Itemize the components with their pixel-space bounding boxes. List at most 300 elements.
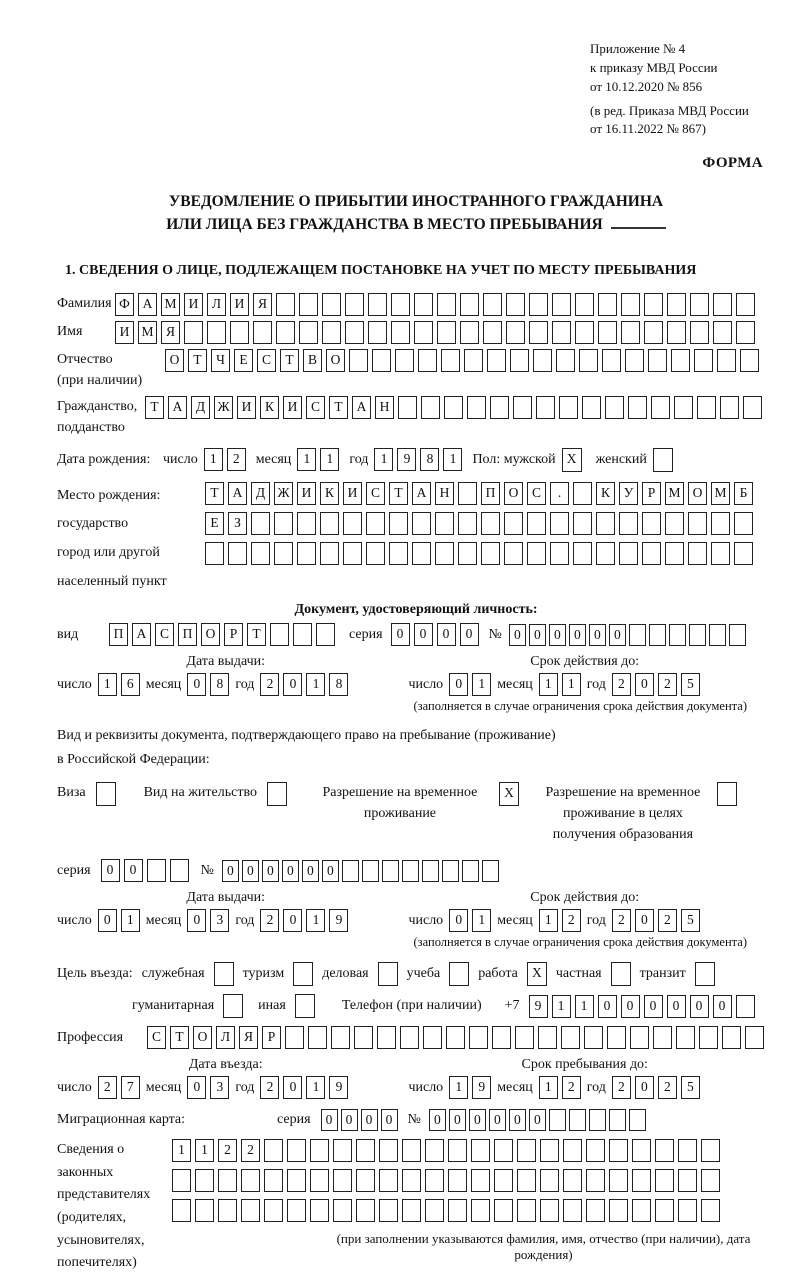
representatives-field-row2-cell-4[interactable] [241, 1169, 260, 1192]
representatives-field-row3-cell-15[interactable] [494, 1199, 513, 1222]
representatives-field-row1[interactable] [172, 1139, 775, 1162]
sex-female-checkbox[interactable] [653, 448, 673, 472]
patronymic-field[interactable] [165, 349, 759, 372]
doc-issue-year-field-cell-1[interactable]: 2 [260, 673, 279, 696]
representatives-field-row3-cell-21[interactable] [632, 1199, 651, 1222]
name-field-cell-4[interactable] [184, 321, 203, 344]
opt-other-checkbox-cell-1[interactable] [295, 994, 315, 1018]
birthplace-field-row3-cell-6[interactable] [320, 542, 339, 565]
birth-month-field-cell-1[interactable]: 1 [297, 448, 316, 471]
patronymic-field-cell-2[interactable]: Т [188, 349, 207, 372]
res-number-field-cell-3[interactable]: 0 [262, 860, 279, 882]
birthplace-field-row1-cell-2[interactable]: А [228, 482, 247, 505]
opt-official-checkbox[interactable] [214, 962, 234, 986]
res-issue-day-field[interactable] [98, 909, 140, 932]
opt-work-checkbox[interactable] [527, 962, 547, 986]
doc-valid-day-field-cell-1[interactable]: 0 [449, 673, 468, 696]
res-valid-day-field[interactable] [449, 909, 491, 932]
name-field[interactable] [115, 321, 755, 344]
birthplace-field-row1-cell-16[interactable]: . [550, 482, 569, 505]
representatives-field-row1-cell-22[interactable] [655, 1139, 674, 1162]
birthplace-field-row2-cell-23[interactable] [711, 512, 730, 535]
birthplace-field-row2-cell-24[interactable] [734, 512, 753, 535]
representatives-field-row1-cell-12[interactable] [425, 1139, 444, 1162]
representatives-field-row1-cell-20[interactable] [609, 1139, 628, 1162]
stay-day-field[interactable] [449, 1076, 491, 1099]
representatives-field-row2-cell-7[interactable] [310, 1169, 329, 1192]
doc-number-field-cell-9[interactable] [669, 624, 686, 646]
doc-series-field-cell-3[interactable]: 0 [437, 623, 456, 646]
patronymic-field-cell-9[interactable] [349, 349, 368, 372]
res-issue-year-field-cell-3[interactable]: 1 [306, 909, 325, 932]
profession-field-cell-23[interactable] [653, 1026, 672, 1049]
migcard-number-field-cell-11[interactable] [629, 1109, 646, 1131]
surname-field-cell-18[interactable] [506, 293, 525, 316]
stay-day-field-cell-2[interactable]: 9 [472, 1076, 491, 1099]
representatives-field-row3-cell-3[interactable] [218, 1199, 237, 1222]
doc-valid-month-field-cell-2[interactable]: 1 [562, 673, 581, 696]
entry-year-field-cell-2[interactable]: 0 [283, 1076, 302, 1099]
representatives-field-row2-cell-13[interactable] [448, 1169, 467, 1192]
opt-humanitarian-checkbox[interactable] [223, 994, 243, 1018]
birth-year-field-cell-4[interactable]: 1 [443, 448, 462, 471]
migcard-number-field[interactable] [429, 1109, 646, 1131]
profession-field-cell-11[interactable] [377, 1026, 396, 1049]
birthplace-field-row2-cell-18[interactable] [596, 512, 615, 535]
doc-series-field-cell-2[interactable]: 0 [414, 623, 433, 646]
temp-residence-checkbox[interactable] [499, 782, 519, 806]
representatives-field-row1-cell-16[interactable] [517, 1139, 536, 1162]
birthplace-field-row1-cell-7[interactable]: И [343, 482, 362, 505]
doc-number-field-cell-12[interactable] [729, 624, 746, 646]
citizenship-field-cell-14[interactable] [444, 396, 463, 419]
doc-issue-month-field-cell-2[interactable]: 8 [210, 673, 229, 696]
birthplace-field-row2-cell-13[interactable] [481, 512, 500, 535]
stay-month-field[interactable] [539, 1076, 581, 1099]
representatives-field-row2-cell-8[interactable] [333, 1169, 352, 1192]
citizenship-field-cell-12[interactable] [398, 396, 417, 419]
representatives-field-row1-cell-8[interactable] [333, 1139, 352, 1162]
sex-male-checkbox-cell-1[interactable]: X [562, 448, 582, 472]
doc-valid-year-field-cell-1[interactable]: 2 [612, 673, 631, 696]
citizenship-field-cell-9[interactable]: Т [329, 396, 348, 419]
doc-valid-year-field-cell-3[interactable]: 2 [658, 673, 677, 696]
representatives-field-row2-cell-10[interactable] [379, 1169, 398, 1192]
res-number-field[interactable] [222, 860, 499, 882]
birth-day-field[interactable] [204, 448, 246, 471]
representatives-field-row1-cell-4[interactable]: 2 [241, 1139, 260, 1162]
birthplace-field-row2-cell-12[interactable] [458, 512, 477, 535]
representatives-field-row3-cell-13[interactable] [448, 1199, 467, 1222]
patronymic-field-cell-12[interactable] [418, 349, 437, 372]
representatives-field-row2-cell-17[interactable] [540, 1169, 559, 1192]
representatives-field-row2-cell-11[interactable] [402, 1169, 421, 1192]
surname-field-cell-27[interactable] [713, 293, 732, 316]
entry-day-field-cell-1[interactable]: 2 [98, 1076, 117, 1099]
birthplace-field-row1-cell-21[interactable]: М [665, 482, 684, 505]
representatives-field-row3-cell-24[interactable] [701, 1199, 720, 1222]
patronymic-field-cell-17[interactable] [533, 349, 552, 372]
profession-field-cell-18[interactable] [538, 1026, 557, 1049]
representatives-field-row3-cell-1[interactable] [172, 1199, 191, 1222]
doc-number-field-cell-8[interactable] [649, 624, 666, 646]
citizenship-field-cell-16[interactable] [490, 396, 509, 419]
migcard-number-field-cell-10[interactable] [609, 1109, 626, 1131]
representatives-field-row2-cell-22[interactable] [655, 1169, 674, 1192]
res-number-field-cell-4[interactable]: 0 [282, 860, 299, 882]
surname-field-cell-8[interactable] [276, 293, 295, 316]
patronymic-field-cell-14[interactable] [464, 349, 483, 372]
profession-field-cell-13[interactable] [423, 1026, 442, 1049]
surname-field-cell-28[interactable] [736, 293, 755, 316]
name-field-cell-26[interactable] [690, 321, 709, 344]
doc-number-field-cell-11[interactable] [709, 624, 726, 646]
profession-field-cell-22[interactable] [630, 1026, 649, 1049]
res-number-field-cell-13[interactable] [462, 860, 479, 882]
doc-series-field[interactable] [391, 623, 479, 646]
representatives-field-row2-cell-20[interactable] [609, 1169, 628, 1192]
name-field-cell-10[interactable] [322, 321, 341, 344]
profession-field-cell-3[interactable]: О [193, 1026, 212, 1049]
doc-issue-day-field-cell-2[interactable]: 6 [121, 673, 140, 696]
profession-field-cell-24[interactable] [676, 1026, 695, 1049]
profession-field-cell-9[interactable] [331, 1026, 350, 1049]
name-field-cell-3[interactable]: Я [161, 321, 180, 344]
representatives-field-row1-cell-24[interactable] [701, 1139, 720, 1162]
doc-type-field-cell-7[interactable]: Т [247, 623, 266, 646]
birthplace-field-row3-cell-16[interactable] [550, 542, 569, 565]
migcard-number-field-cell-1[interactable]: 0 [429, 1109, 446, 1131]
phone-field-cell-1[interactable]: 9 [529, 995, 548, 1018]
representatives-field-row1-cell-1[interactable]: 1 [172, 1139, 191, 1162]
surname-field-cell-15[interactable] [437, 293, 456, 316]
res-valid-year-field[interactable] [612, 909, 700, 932]
profession-field-cell-5[interactable]: Я [239, 1026, 258, 1049]
res-issue-month-field-cell-1[interactable]: 0 [187, 909, 206, 932]
surname-field-cell-17[interactable] [483, 293, 502, 316]
patronymic-field-cell-8[interactable]: О [326, 349, 345, 372]
birthplace-field-row1-cell-1[interactable]: Т [205, 482, 224, 505]
name-field-cell-15[interactable] [437, 321, 456, 344]
res-number-field-cell-14[interactable] [482, 860, 499, 882]
doc-number-field-cell-5[interactable]: 0 [589, 624, 606, 646]
doc-series-field-cell-1[interactable]: 0 [391, 623, 410, 646]
name-field-cell-28[interactable] [736, 321, 755, 344]
temp-residence-edu-checkbox-cell-1[interactable] [717, 782, 737, 806]
birthplace-field-row3-cell-13[interactable] [481, 542, 500, 565]
patronymic-field-cell-13[interactable] [441, 349, 460, 372]
res-valid-month-field[interactable] [539, 909, 581, 932]
doc-issue-year-field-cell-4[interactable]: 8 [329, 673, 348, 696]
birthplace-field-row3-cell-23[interactable] [711, 542, 730, 565]
name-field-cell-6[interactable] [230, 321, 249, 344]
birthplace-field-row1-cell-9[interactable]: Т [389, 482, 408, 505]
profession-field-cell-16[interactable] [492, 1026, 511, 1049]
birthplace-field-row3-cell-18[interactable] [596, 542, 615, 565]
stay-month-field-cell-2[interactable]: 2 [562, 1076, 581, 1099]
res-number-field-cell-1[interactable]: 0 [222, 860, 239, 882]
doc-issue-day-field[interactable] [98, 673, 140, 696]
birthplace-field-row2-cell-3[interactable] [251, 512, 270, 535]
opt-official-checkbox-cell-1[interactable] [214, 962, 234, 986]
patronymic-field-cell-1[interactable]: О [165, 349, 184, 372]
doc-number-field-cell-3[interactable]: 0 [549, 624, 566, 646]
birthplace-field-row3-cell-15[interactable] [527, 542, 546, 565]
citizenship-field-cell-11[interactable]: Н [375, 396, 394, 419]
opt-study-checkbox[interactable] [449, 962, 469, 986]
res-issue-year-field-cell-1[interactable]: 2 [260, 909, 279, 932]
phone-field-cell-10[interactable] [736, 995, 755, 1018]
doc-issue-year-field-cell-2[interactable]: 0 [283, 673, 302, 696]
res-issue-day-field-cell-1[interactable]: 0 [98, 909, 117, 932]
representatives-field-row1-cell-15[interactable] [494, 1139, 513, 1162]
res-issue-day-field-cell-2[interactable]: 1 [121, 909, 140, 932]
birthplace-field-row2-cell-15[interactable] [527, 512, 546, 535]
migcard-number-field-cell-9[interactable] [589, 1109, 606, 1131]
phone-field-cell-5[interactable]: 0 [621, 995, 640, 1018]
citizenship-field-cell-18[interactable] [536, 396, 555, 419]
citizenship-field-cell-13[interactable] [421, 396, 440, 419]
representatives-field-row2-cell-1[interactable] [172, 1169, 191, 1192]
citizenship-field-cell-27[interactable] [743, 396, 762, 419]
citizenship-field-cell-5[interactable]: И [237, 396, 256, 419]
migcard-number-field-cell-5[interactable]: 0 [509, 1109, 526, 1131]
representatives-field-row2-cell-19[interactable] [586, 1169, 605, 1192]
doc-valid-day-field[interactable] [449, 673, 491, 696]
entry-year-field-cell-1[interactable]: 2 [260, 1076, 279, 1099]
representatives-field-row3-cell-12[interactable] [425, 1199, 444, 1222]
temp-residence-edu-checkbox[interactable] [717, 782, 737, 806]
doc-issue-month-field[interactable] [187, 673, 229, 696]
surname-field-cell-21[interactable] [575, 293, 594, 316]
citizenship-field-cell-19[interactable] [559, 396, 578, 419]
birthplace-field-row1-cell-20[interactable]: Р [642, 482, 661, 505]
doc-type-field-cell-2[interactable]: А [132, 623, 151, 646]
profession-field-cell-2[interactable]: Т [170, 1026, 189, 1049]
representatives-field-row3-cell-2[interactable] [195, 1199, 214, 1222]
name-field-cell-2[interactable]: М [138, 321, 157, 344]
res-number-field-cell-2[interactable]: 0 [242, 860, 259, 882]
citizenship-field-cell-21[interactable] [605, 396, 624, 419]
birthplace-field-row3-cell-11[interactable] [435, 542, 454, 565]
patronymic-field-cell-19[interactable] [579, 349, 598, 372]
representatives-field-row2-cell-14[interactable] [471, 1169, 490, 1192]
surname-field-cell-25[interactable] [667, 293, 686, 316]
profession-field-cell-27[interactable] [745, 1026, 764, 1049]
doc-valid-month-field[interactable] [539, 673, 581, 696]
doc-issue-year-field[interactable] [260, 673, 348, 696]
birthplace-field-row1-cell-12[interactable] [458, 482, 477, 505]
entry-year-field-cell-4[interactable]: 9 [329, 1076, 348, 1099]
citizenship-field-cell-1[interactable]: Т [145, 396, 164, 419]
residence-permit-checkbox[interactable] [267, 782, 287, 806]
profession-field-cell-4[interactable]: Л [216, 1026, 235, 1049]
res-series-field-cell-3[interactable] [147, 859, 166, 882]
res-valid-year-field-cell-1[interactable]: 2 [612, 909, 631, 932]
migcard-series-field[interactable] [321, 1109, 398, 1131]
phone-field[interactable] [529, 995, 755, 1018]
phone-field-cell-7[interactable]: 0 [667, 995, 686, 1018]
representatives-field-row1-cell-10[interactable] [379, 1139, 398, 1162]
profession-field-cell-14[interactable] [446, 1026, 465, 1049]
patronymic-field-cell-4[interactable]: Е [234, 349, 253, 372]
patronymic-field-cell-25[interactable] [717, 349, 736, 372]
birthplace-field-row1-cell-5[interactable]: И [297, 482, 316, 505]
representatives-field-row2[interactable] [172, 1169, 775, 1192]
res-issue-month-field[interactable] [187, 909, 229, 932]
representatives-field-row1-cell-5[interactable] [264, 1139, 283, 1162]
res-number-field-cell-11[interactable] [422, 860, 439, 882]
birthplace-field-row1-cell-10[interactable]: А [412, 482, 431, 505]
res-number-field-cell-6[interactable]: 0 [322, 860, 339, 882]
phone-field-cell-8[interactable]: 0 [690, 995, 709, 1018]
citizenship-field[interactable] [145, 396, 762, 419]
res-valid-day-field-cell-1[interactable]: 0 [449, 909, 468, 932]
patronymic-field-cell-10[interactable] [372, 349, 391, 372]
name-field-cell-20[interactable] [552, 321, 571, 344]
birthplace-field-row1-cell-6[interactable]: К [320, 482, 339, 505]
visa-checkbox-cell-1[interactable] [96, 782, 116, 806]
surname-field-cell-6[interactable]: И [230, 293, 249, 316]
phone-field-cell-6[interactable]: 0 [644, 995, 663, 1018]
profession-field-cell-17[interactable] [515, 1026, 534, 1049]
entry-month-field-cell-2[interactable]: 3 [210, 1076, 229, 1099]
res-valid-day-field-cell-2[interactable]: 1 [472, 909, 491, 932]
phone-field-cell-3[interactable]: 1 [575, 995, 594, 1018]
representatives-field-row3-cell-14[interactable] [471, 1199, 490, 1222]
citizenship-field-cell-4[interactable]: Ж [214, 396, 233, 419]
surname-field-cell-9[interactable] [299, 293, 318, 316]
surname-field-cell-7[interactable]: Я [253, 293, 272, 316]
surname-field-cell-3[interactable]: М [161, 293, 180, 316]
name-field-cell-22[interactable] [598, 321, 617, 344]
res-number-field-cell-12[interactable] [442, 860, 459, 882]
representatives-field-row1-cell-23[interactable] [678, 1139, 697, 1162]
birthplace-field-row2-cell-9[interactable] [389, 512, 408, 535]
surname-field-cell-4[interactable]: И [184, 293, 203, 316]
surname-field-cell-12[interactable] [368, 293, 387, 316]
representatives-field-row2-cell-9[interactable] [356, 1169, 375, 1192]
representatives-field-row1-cell-6[interactable] [287, 1139, 306, 1162]
doc-type-field-cell-9[interactable] [293, 623, 312, 646]
profession-field-cell-15[interactable] [469, 1026, 488, 1049]
profession-field-cell-1[interactable]: С [147, 1026, 166, 1049]
doc-number-field-cell-6[interactable]: 0 [609, 624, 626, 646]
res-series-field-cell-4[interactable] [170, 859, 189, 882]
entry-month-field[interactable] [187, 1076, 229, 1099]
patronymic-field-cell-24[interactable] [694, 349, 713, 372]
citizenship-field-cell-20[interactable] [582, 396, 601, 419]
citizenship-field-cell-15[interactable] [467, 396, 486, 419]
birth-day-field-cell-2[interactable]: 2 [227, 448, 246, 471]
patronymic-field-cell-22[interactable] [648, 349, 667, 372]
migcard-series-field-cell-3[interactable]: 0 [361, 1109, 378, 1131]
patronymic-field-cell-15[interactable] [487, 349, 506, 372]
res-series-field-cell-2[interactable]: 0 [124, 859, 143, 882]
res-number-field-cell-7[interactable] [342, 860, 359, 882]
representatives-field-row1-cell-13[interactable] [448, 1139, 467, 1162]
citizenship-field-cell-23[interactable] [651, 396, 670, 419]
doc-series-field-cell-4[interactable]: 0 [460, 623, 479, 646]
doc-issue-day-field-cell-1[interactable]: 1 [98, 673, 117, 696]
name-field-cell-7[interactable] [253, 321, 272, 344]
migcard-number-field-cell-8[interactable] [569, 1109, 586, 1131]
name-field-cell-13[interactable] [391, 321, 410, 344]
surname-field-cell-24[interactable] [644, 293, 663, 316]
representatives-field-row2-cell-24[interactable] [701, 1169, 720, 1192]
birthplace-field-row2-cell-14[interactable] [504, 512, 523, 535]
patronymic-field-cell-6[interactable]: Т [280, 349, 299, 372]
representatives-field-row1-cell-17[interactable] [540, 1139, 559, 1162]
doc-type-field-cell-6[interactable]: Р [224, 623, 243, 646]
birthplace-field-row2-cell-10[interactable] [412, 512, 431, 535]
patronymic-field-cell-5[interactable]: С [257, 349, 276, 372]
patronymic-field-cell-23[interactable] [671, 349, 690, 372]
birth-year-field-cell-3[interactable]: 8 [420, 448, 439, 471]
birthplace-field-row3-cell-10[interactable] [412, 542, 431, 565]
citizenship-field-cell-22[interactable] [628, 396, 647, 419]
representatives-field-row2-cell-6[interactable] [287, 1169, 306, 1192]
res-valid-year-field-cell-4[interactable]: 5 [681, 909, 700, 932]
profession-field-cell-20[interactable] [584, 1026, 603, 1049]
doc-type-field[interactable] [109, 623, 335, 646]
patronymic-field-cell-20[interactable] [602, 349, 621, 372]
surname-field-cell-20[interactable] [552, 293, 571, 316]
birthplace-field-row3-cell-22[interactable] [688, 542, 707, 565]
doc-type-field-cell-10[interactable] [316, 623, 335, 646]
birthplace-field-row1-cell-3[interactable]: Д [251, 482, 270, 505]
doc-valid-year-field[interactable] [612, 673, 700, 696]
birthplace-field-row3-cell-4[interactable] [274, 542, 293, 565]
phone-field-cell-4[interactable]: 0 [598, 995, 617, 1018]
res-valid-month-field-cell-2[interactable]: 2 [562, 909, 581, 932]
birthplace-field-row3-cell-20[interactable] [642, 542, 661, 565]
phone-field-cell-2[interactable]: 1 [552, 995, 571, 1018]
citizenship-field-cell-3[interactable]: Д [191, 396, 210, 419]
birthplace-field-row2[interactable] [205, 512, 753, 535]
profession-field-cell-7[interactable] [285, 1026, 304, 1049]
sex-female-checkbox-cell-1[interactable] [653, 448, 673, 472]
migcard-series-field-cell-1[interactable]: 0 [321, 1109, 338, 1131]
representatives-field-row3-cell-16[interactable] [517, 1199, 536, 1222]
visa-checkbox[interactable] [96, 782, 116, 806]
surname-field-cell-22[interactable] [598, 293, 617, 316]
birthplace-field-row1-cell-4[interactable]: Ж [274, 482, 293, 505]
birthplace-field-row2-cell-1[interactable]: Е [205, 512, 224, 535]
res-number-field-cell-9[interactable] [382, 860, 399, 882]
representatives-field-row1-cell-11[interactable] [402, 1139, 421, 1162]
profession-field-cell-10[interactable] [354, 1026, 373, 1049]
birthplace-field-row3-cell-17[interactable] [573, 542, 592, 565]
representatives-field-row3-cell-8[interactable] [333, 1199, 352, 1222]
representatives-field-row1-cell-3[interactable]: 2 [218, 1139, 237, 1162]
entry-day-field-cell-2[interactable]: 7 [121, 1076, 140, 1099]
opt-work-checkbox-cell-1[interactable]: X [527, 962, 547, 986]
res-valid-month-field-cell-1[interactable]: 1 [539, 909, 558, 932]
representatives-field-row2-cell-15[interactable] [494, 1169, 513, 1192]
representatives-field-row3-cell-4[interactable] [241, 1199, 260, 1222]
birthplace-field-row1-cell-23[interactable]: М [711, 482, 730, 505]
migcard-series-field-cell-2[interactable]: 0 [341, 1109, 358, 1131]
patronymic-field-cell-18[interactable] [556, 349, 575, 372]
migcard-number-field-cell-2[interactable]: 0 [449, 1109, 466, 1131]
profession-field[interactable] [147, 1026, 764, 1049]
birthplace-field-row2-cell-11[interactable] [435, 512, 454, 535]
birth-year-field-cell-2[interactable]: 9 [397, 448, 416, 471]
surname-field-cell-5[interactable]: Л [207, 293, 226, 316]
stay-year-field-cell-3[interactable]: 2 [658, 1076, 677, 1099]
surname-field-cell-1[interactable]: Ф [115, 293, 134, 316]
